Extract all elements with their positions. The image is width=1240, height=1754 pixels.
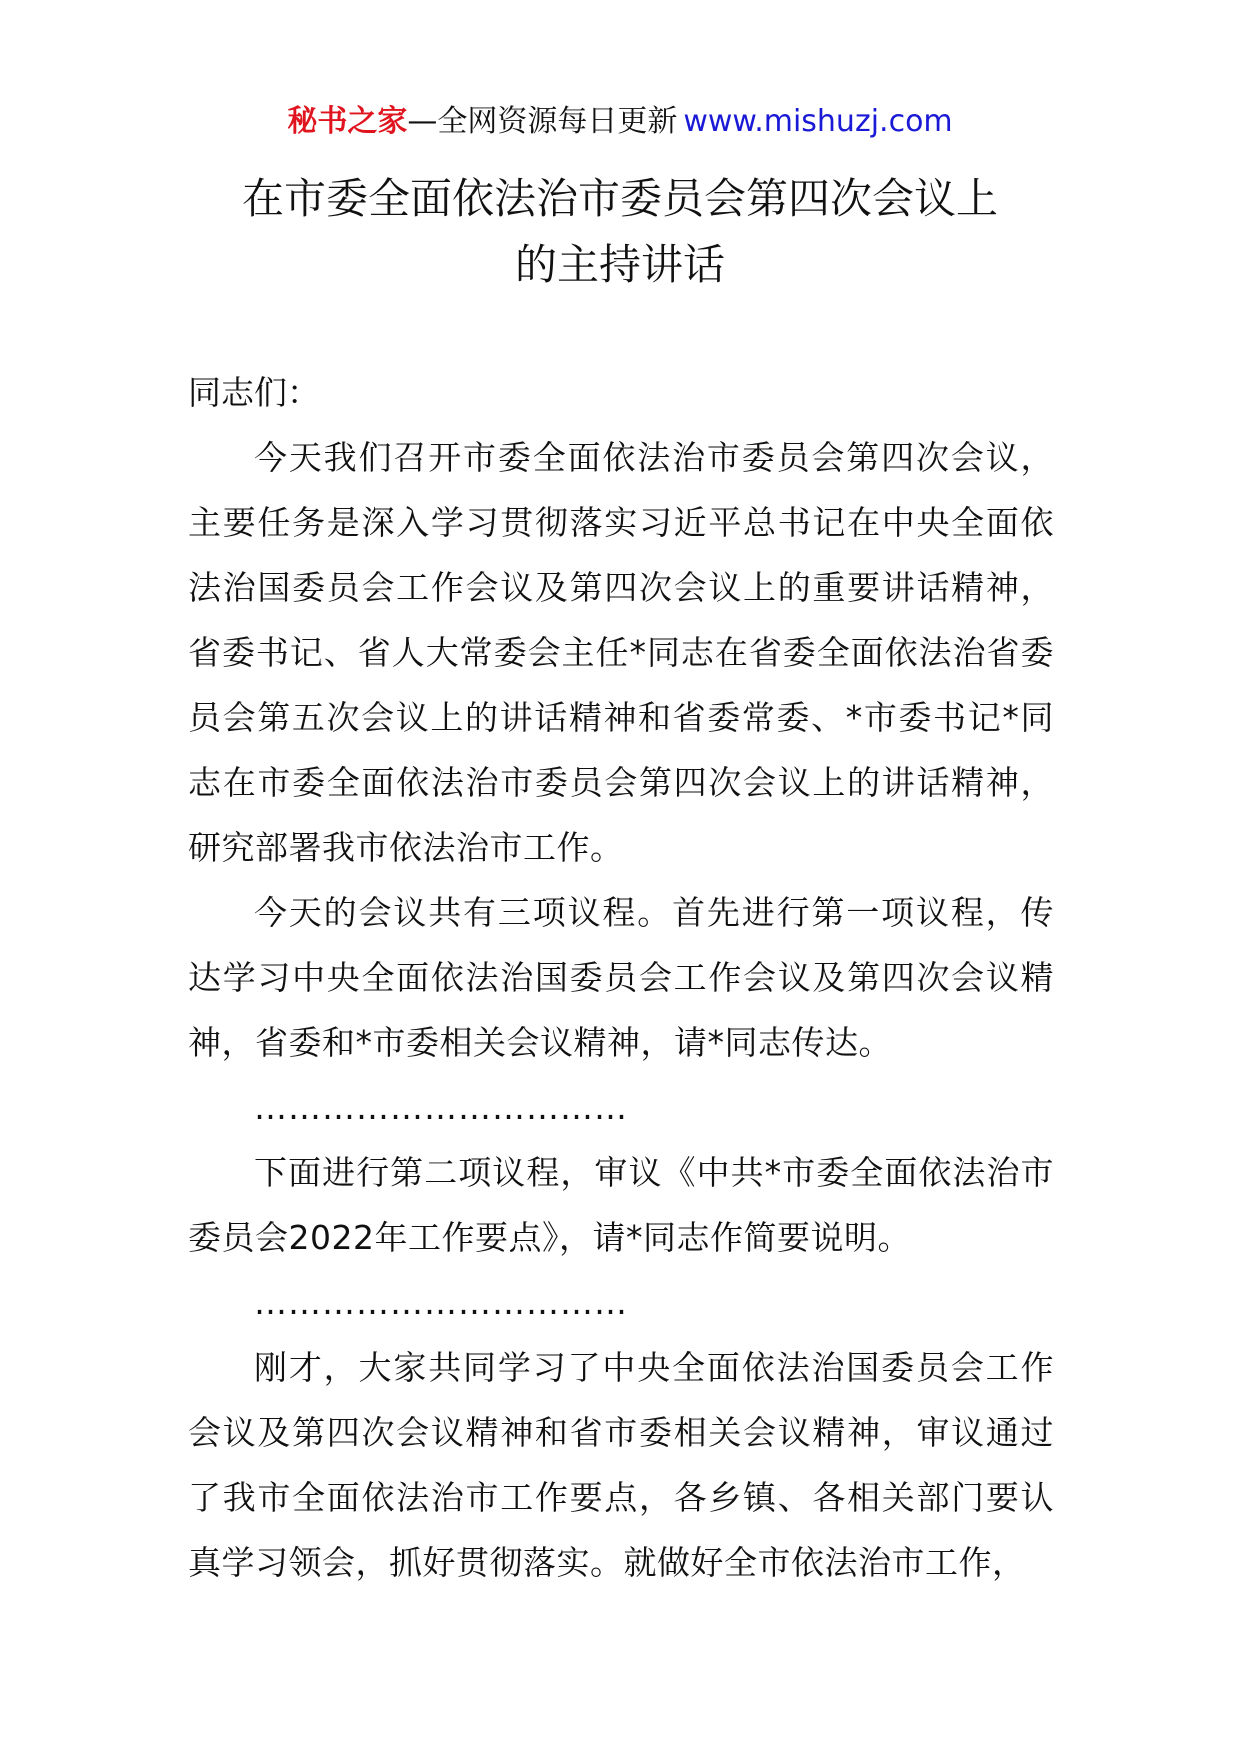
site-header [0,100,1240,144]
paragraph-summary: 刚才，大家共同学习了中央全面依法治国委员会工作会议及第四次会议精神和省市委相关会议精神，审议通过了我市全面依法治市工作要点，各乡镇、各相关部门要认真学习领会，抓好贯彻落实。就做好全市依法治市工作， [188,1348,1054,1582]
site-tagline: —全网资源每日更新 [407,104,678,139]
salutation: 同志们： [188,373,320,412]
document-title-line-1: 在市委全面依法治市委员会第四次会议上 [241,174,998,223]
paragraph-agenda-two: 下面进行第二项议程，审议《中共*市委全面依法治市委员会2022年工作要点》，请*同志作简要说明。 [188,1153,1054,1257]
document-title [0,166,1240,298]
paragraph-agenda-one: 今天的会议共有三项议程。首先进行第一项议程，传达学习中央全面依法治国委员会工作会议及第四次会议精神，省委和*市委相关会议精神，请*同志传达。 [188,893,1054,1062]
document-title-line-2: 的主持讲话 [514,240,725,289]
ellipsis-divider: …………………………… [254,1088,628,1127]
document-body [188,360,1054,1595]
ellipsis-divider: …………………………… [254,1283,628,1322]
site-url-link[interactable]: www.mishuzj.com [683,104,953,139]
paragraph-opening: 今天我们召开市委全面依法治市委员会第四次会议，主要任务是深入学习贯彻落实习近平总书记在中央全面依法治国委员会工作会议及第四次会议上的重要讲话精神，省委书记、省人大常委会主任*同志在省委全面依法治省委员会第五次会议上的讲话精神和省委常委、*市委书记*同志在市委全面依法治市委员会第四次会议上的讲话精神，研究部署我市依法治市工作。 [188,438,1054,867]
site-brand: 秘书之家 [287,104,408,139]
